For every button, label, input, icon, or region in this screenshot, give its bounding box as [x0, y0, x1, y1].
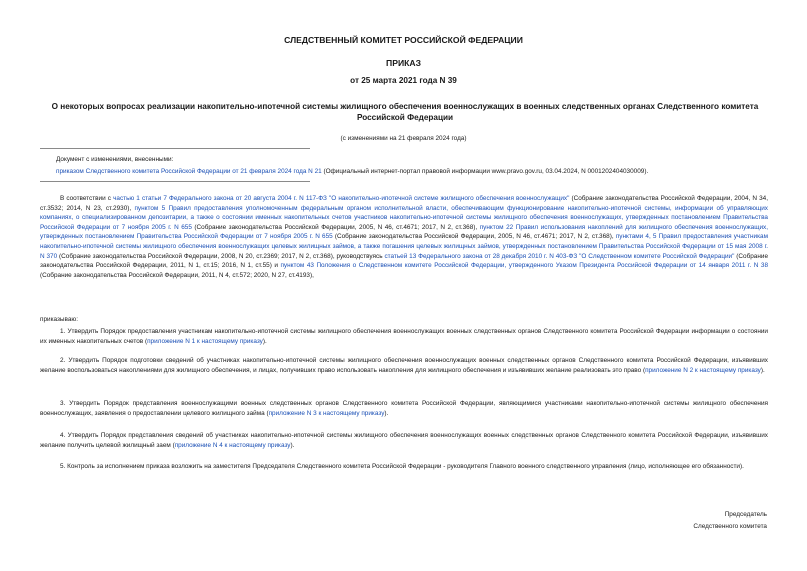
intro-text: (Собрание законодательства Российской Федерации, 2011, N 1, ст.15; 2016, N 1, ст.55) и	[40, 252, 769, 270]
order-item-end: ).	[384, 409, 389, 417]
order-item-text: 5. Контроль за исполнением приказа возложить на заместителя Председателя Следственного комитета Российской Федерации - руководителя Главного военного следственного управления (лицо, исполняющее его обязанности).	[60, 463, 744, 470]
intro-text: (Собрание законодательства Российской Федерации, 2005, N 46, ст.4671; 2017, N 2, ст.368),	[191, 223, 480, 231]
ordered-label: приказываю:	[40, 316, 78, 323]
signature-title-line-2: Следственного комитета	[693, 523, 767, 530]
order-item-3	[40, 399, 768, 418]
doc-type-heading: ПРИКАЗ	[386, 58, 421, 68]
appendix-2-link[interactable]: приложение N 2 к настоящему приказу	[645, 366, 761, 374]
decree-38-link[interactable]: пунктом 43 Положения о Следственном комитете Российской Федерации, утвержденного Указом Президента Российской Федерации от 14 января 2011 г. N 38	[280, 262, 768, 270]
intro-text: (Собрание законодательства Российской Федерации, 2004, N 34, ст.3532; 2014, N 23, ст.2930),	[40, 195, 768, 212]
date-number-heading: от 25 марта 2021 года N 39	[350, 76, 457, 85]
document-title: О некоторых вопросах реализации накопительно-ипотечной системы жилищного обеспечения военнослужащих в военных следственных органах Следственного комитета Российской Федерации	[51, 102, 759, 122]
order-item-text: 3. Утвердить Порядок представления военнослужащими военных следственных органов Следственного комитета Российской Федерации, являющимися участниками накопительно-ипотечной системы жилищного обеспечения военнослужащих, заявления о предоставлении целевого жилищного займа (	[40, 400, 768, 417]
order-item-text: 4. Утвердить Порядок представления сведений об участниках накопительно-ипотечной системы жилищного обеспечения военнослужащих военных следственных органов Следственного комитета Российской Федерации, изъявивших желание получить целевой жилищный заем (	[40, 432, 768, 449]
appendix-3-link[interactable]: приложение N 3 к настоящему приказу	[268, 409, 385, 417]
intro-text: В соответствии с	[60, 195, 114, 202]
signature-title-line-1: Председатель	[724, 511, 767, 518]
rules-655-use-link[interactable]: пунктом 22 Правил использования накоплений для жилищного обеспечения военнослужащих, утвержденных постановлением Правительства Российской Федерации от 7 ноября 2005 г. N 655	[40, 223, 768, 241]
order-item-end: ).	[290, 441, 295, 449]
order-item-text: 1. Утвердить Порядок предоставления участникам накопительно-ипотечной системы жилищного обеспечения военнослужащих военных следственных органов Следственного комитета Российской Федерации информации о состоянии их именных накопительных счетов (	[40, 328, 768, 345]
rules-655-info-link[interactable]: пунктом 5 Правил предоставления уполномоченным федеральным органом исполнительной власти, обеспечивающим функционирование накопительно-ипотечной системы, информации об управляющих компаниях, о специализированном депозитарии, а также о состоянии именных накопительных счетов участников накопительно-ипотечной системы жилищного обеспечения военнослужащих, утвержденных постановлением Правительства Российской Федерации от 7 ноября 2005 г. N 655	[40, 204, 768, 231]
amendment-source-text: (Официальный интернет-портал правовой информации www.pravo.gov.ru, 03.04.2024, N 0001202404030009).	[321, 168, 649, 175]
law-117-link[interactable]: частью 1 статьи 7 Федерального закона от 20 августа 2004 г. N 117-ФЗ "О накопительно-ипотечной системе жилищного обеспечения военнослужащих"	[113, 195, 570, 202]
intro-text: (Собрание законодательства Российской Федерации, 2005, N 46, ст.4671; 2017, N 2, ст.368),	[332, 233, 616, 241]
law-403-link[interactable]: статьей 13 Федерального закона от 28 декабря 2010 г. N 403-ФЗ "О Следственном комитете Российской Федерации"	[384, 252, 735, 260]
order-item-end: ).	[760, 366, 765, 374]
order-item-4	[40, 431, 768, 450]
order-item-end: ).	[262, 337, 267, 345]
appendix-1-link[interactable]: приложение N 1 к настоящему приказу	[147, 337, 263, 345]
amendments-rule-bottom	[40, 181, 310, 182]
rules-370-link[interactable]: пунктами 4, 5 Правил предоставления участникам накопительно-ипотечной системы жилищного обеспечения военнослужащих целевых жилищных займов, а также погашения целевых жилищных займов, утвержденных постановлением Правительства Российской Федерации от 15 мая 2008 г. N 370	[40, 233, 768, 260]
amendments-rule-top	[40, 148, 310, 149]
appendix-4-link[interactable]: приложение N 4 к настоящему приказу	[174, 441, 291, 449]
edition-note: (с изменениями на 21 февраля 2024 года)	[340, 135, 467, 142]
order-item-1	[40, 327, 768, 346]
intro-paragraph	[40, 194, 768, 280]
order-item-5	[40, 462, 768, 472]
amendments-line	[56, 168, 648, 175]
intro-text: (Собрание законодательства Российской Федерации, 2011, N 4, ст.572; 2020, N 27, ст.4193),	[40, 271, 314, 279]
order-item-2	[40, 356, 768, 375]
amendment-order-link[interactable]: приказом Следственного комитета Российской Федерации от 21 февраля 2024 года N 21	[56, 168, 322, 175]
order-item-text: 2. Утвердить Порядок подготовки сведений об участниках накопительно-ипотечной системы жилищного обеспечения военнослужащих военных следственных органов Следственного комитета Российской Федерации, изъявивших желание воспользоваться накоплениями для жилищного обеспечения, и лицах, получивших право использовать накопления для жилищного обеспечения и изъявивших желание реализовать это право (	[40, 357, 768, 374]
agency-heading: СЛЕДСТВЕННЫЙ КОМИТЕТ РОССИЙСКОЙ ФЕДЕРАЦИИ	[284, 35, 523, 45]
intro-text: (Собрание законодательства Российской Федерации, 2008, N 20, ст.2369; 2017, N 2, ст.368), руководствуясь	[57, 252, 385, 260]
amendments-label: Документ с изменениями, внесенными:	[56, 156, 174, 163]
